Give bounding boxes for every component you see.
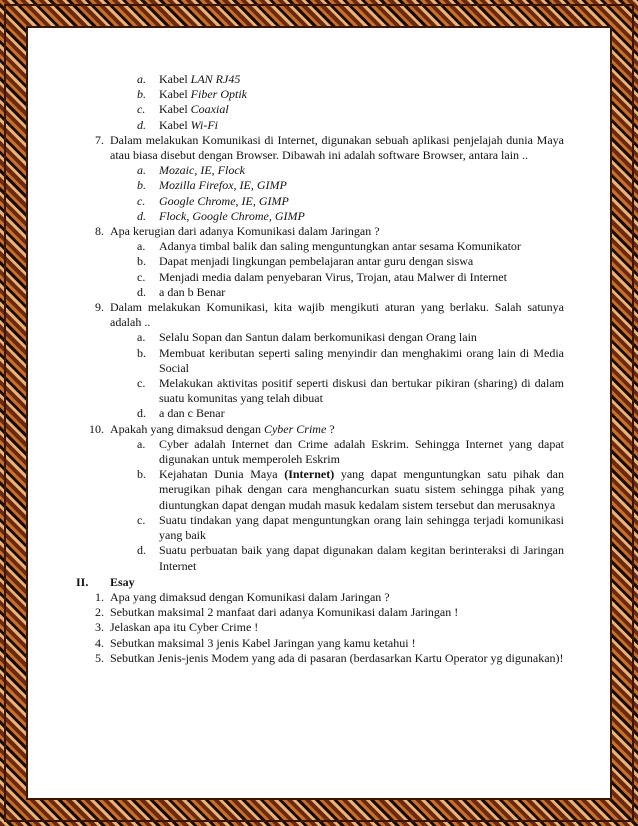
option-d: d. Kabel Wi-Fi (137, 117, 218, 132)
question-7: 7. Dalam melakukan Komunikasi di Internet, digunakan sebuah aplikasi penjelajah dunia Maya atau biasa disebut dengan Browser. Dibawah ini adalah software Browser, antara lain .. (95, 132, 564, 163)
essay-item-4: 4. Sebutkan maksimal 3 jenis Kabel Jaringan yang kamu ketahui ! (95, 635, 416, 650)
option-c: c. Suatu tindakan yang dapat menguntungkan orang lain sehingga terjadi komunikasi yang baik (137, 512, 564, 543)
option-d: d. a dan b Benar (137, 284, 226, 299)
option-c: c. Menjadi media dalam penyebaran Virus, Trojan, atau Malwer di Internet (137, 269, 507, 284)
option-d: d. Flock, Google Chrome, GIMP (137, 208, 305, 223)
option-a: a. Kabel LAN RJ45 (137, 72, 241, 86)
option-c: c. Kabel Coaxial (137, 102, 229, 117)
essay-item-1: 1. Apa yang dimaksud dengan Komunikasi dalam Jaringan ? (95, 589, 390, 604)
pre-options (78, 72, 564, 133)
option-b: b. Kabel Fiber Optik (137, 87, 247, 102)
option-a: a. Adanya timbal balik dan saling menguntungkan antar sesama Komunikator (137, 239, 521, 254)
option-a: a. Selalu Sopan dan Santun dalam berkomunikasi dengan Orang lain (137, 330, 477, 345)
essay-section-heading: II. Esay (76, 574, 135, 589)
question-9: 9. Dalam melakukan Komunikasi, kita wajib mengikuti aturan yang berlaku. Salah satunya adalah .. (95, 300, 564, 330)
essay-item-2: 2. Sebutkan maksimal 2 manfaat dari adanya Komunikasi dalam Jaringan ! (95, 605, 459, 620)
essay-item-3: 3. Jelaskan apa itu Cyber Crime ! (95, 620, 259, 635)
option-a: a. Cyber adalah Internet dan Crime adalah Eskrim. Sehingga Internet yang dapat digunakan untuk memperoleh Eskrim (137, 436, 564, 467)
question-10: 10. Apakah yang dimaksud dengan Cyber Crime ? (89, 421, 335, 436)
option-b: b. Kejahatan Dunia Maya (Internet) yang dapat menguntungkan satu pihak dan merugikan pihak dengan cara menghancurkan suatu sistem sehingga pihak yang diuntungkan dapat dengan mudah masuk kedalam sistem tersebut dan merusaknya (137, 467, 564, 512)
option-a: a. Mozaic, IE, Flock (137, 163, 245, 178)
option-c: c. Google Chrome, IE, GIMP (137, 193, 289, 208)
option-c: c. Melakukan aktivitas positif seperti diskusi dan bertukar pikiran (sharing) di dalam suatu komunitas yang telah dibuat (137, 376, 564, 406)
question-8: 8. Apa kerugian dari adanya Komunikasi dalam Jaringan ? (95, 224, 380, 239)
option-b: b. Membuat keributan seperti saling menyindir dan menghakimi orang lain di Media Social (137, 345, 564, 375)
option-b: b. Mozilla Firefox, IE, GIMP (137, 178, 287, 193)
essay-item-5: 5. Sebutkan Jenis-jenis Modem yang ada di pasaran (berdasarkan Kartu Operator yg digunakan)! (95, 650, 564, 665)
option-b: b. Dapat menjadi lingkungan pembelajaran antar guru dengan siswa (137, 254, 474, 269)
option-d: d. a dan c Benar (137, 406, 225, 421)
document-body (78, 72, 564, 666)
option-d: d. Suatu perbuatan baik yang dapat digunakan dalam kegitan berinteraksi di Jaringan Internet (137, 543, 564, 573)
